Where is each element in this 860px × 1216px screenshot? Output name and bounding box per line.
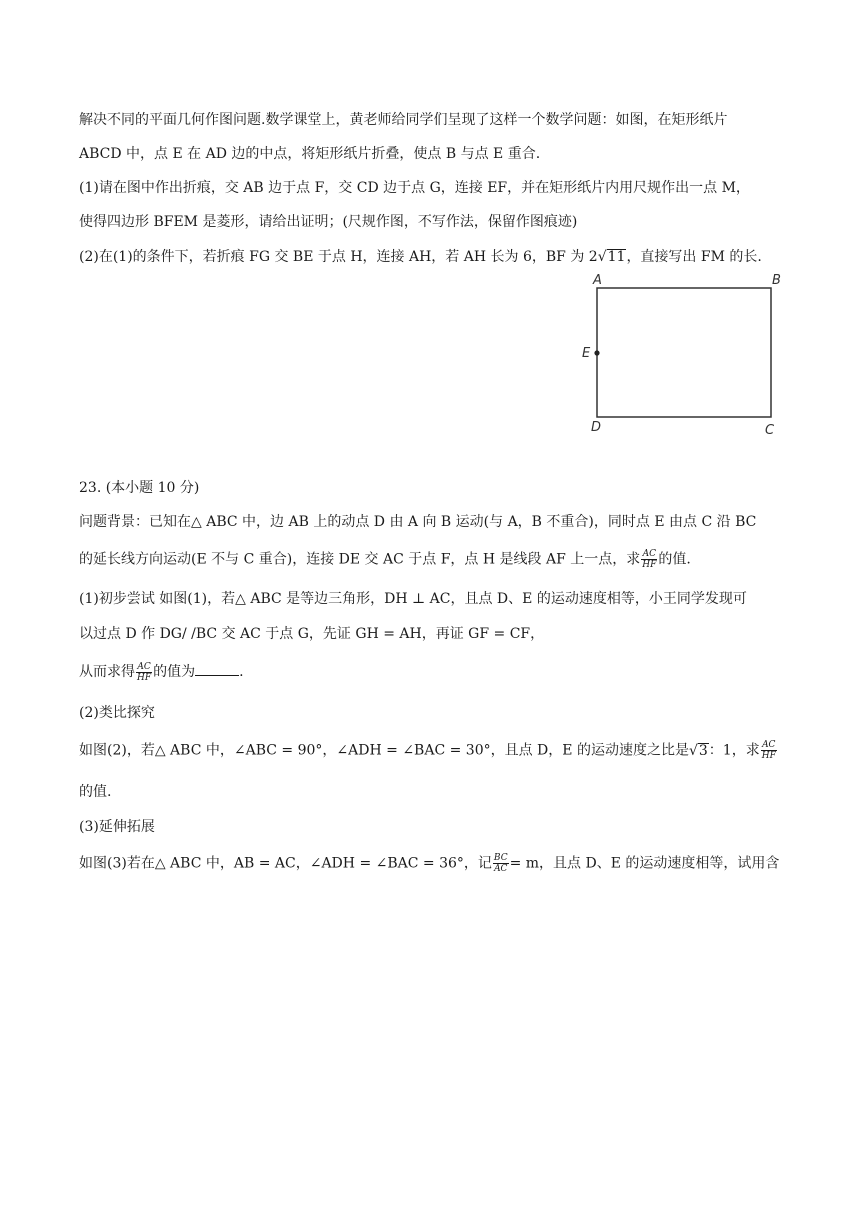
fraction-numerator: AC (642, 549, 657, 559)
label-e: E (582, 346, 591, 361)
rectangle-figure-svg (576, 268, 796, 438)
sqrt-symbol: √11 (597, 249, 626, 265)
q22-part1-line-1: (1)请在图中作出折痕，交 AB 边于点 F，交 CD 边于点 G，连接 EF，并在矩形纸片内用尺规作出一点 M， (79, 180, 750, 196)
label-c: C (765, 423, 775, 438)
q22-line-2: ABCD 中，点 E 在 AD 边的中点，将矩形纸片折叠，使点 B 与点 E 重合. (79, 146, 541, 162)
q23-background-line-2 (79, 549, 691, 570)
fraction-denominator: HF (761, 751, 776, 761)
fraction-denominator: AC (494, 864, 508, 874)
sqrt-symbol: √3 (688, 742, 708, 759)
label-d: D (591, 420, 602, 435)
q23-p1c-end: . (239, 664, 244, 680)
q22-part2-text-a: (2)在(1)的条件下，若折痕 FG 交 BE 于点 H，连接 AH，若 AH 长为 6，BF 为 2 (79, 249, 598, 265)
fraction-ac-hf (761, 740, 777, 761)
q23-part1-line-1: (1)初步尝试 如图(1)，若△ ABC 是等边三角形，DH ⊥ AC，且点 D、E 的运动速度相等，小王同学发现可 (79, 591, 747, 607)
point-e-dot (594, 350, 599, 355)
fraction-denominator: HF (137, 672, 152, 683)
q23-part3-title: (3)延伸拓展 (79, 819, 155, 835)
q23-part1-line-3 (79, 661, 244, 683)
q23-part2-line-2: 的值. (79, 784, 112, 800)
q23-p3-text-b: = m，且点 D、E 的运动速度相等，试用含 (509, 855, 780, 872)
q23-part2-title: (2)类比探究 (79, 705, 155, 721)
q23-part2-line-1 (79, 740, 778, 761)
q22-sqrt-value: 11 (607, 249, 626, 265)
label-b: B (772, 273, 781, 288)
q23-p3-text-a: 如图(3)若在△ ABC 中，AB = AC，∠ADH = ∠BAC = 36°，记 (79, 855, 492, 872)
q22-part2-line (79, 247, 762, 267)
rectangle-figure (576, 268, 796, 442)
q22-part2-text-b: ，直接写出 FM 的长. (626, 249, 762, 265)
q23-p1c-pre: 从而求得 (79, 664, 135, 680)
q22-line-1: 解决不同的平面几何作图问题.数学课堂上，黄老师给同学们呈现了这样一个数学问题：如图，在矩形纸片 (79, 112, 728, 128)
q23-part1-line-2: 以过点 D 作 DG/ /BC 交 AC 于点 G，先证 GH = AH，再证 GF = CF， (79, 626, 545, 642)
fraction-numerator: BC (493, 853, 508, 863)
fraction-numerator: AC (762, 740, 776, 750)
q23-header: 23. (本小题 10 分) (79, 480, 200, 496)
fraction-ac-hf (641, 549, 657, 570)
fraction-ac-hf (136, 662, 152, 683)
fraction-denominator: HF (642, 560, 657, 570)
q23-bg2-text-a: 的延长线方向运动(E 不与 C 重合)，连接 DE 交 AC 于点 F，点 H 是线段 AF 上一点，求 (79, 551, 641, 568)
label-a: A (593, 273, 602, 288)
answer-blank (195, 661, 239, 676)
rectangle-abcd (597, 288, 771, 417)
q23-p2-text-b: ：1，求 (708, 742, 760, 759)
q22-part1-line-2: 使得四边形 BFEM 是菱形，请给出证明；(尺规作图，不写作法，保留作图痕迹) (79, 214, 578, 230)
fraction-bc-ac (493, 853, 509, 874)
q23-sqrt-value: 3 (698, 742, 708, 759)
fraction-numerator: AC (137, 661, 151, 672)
q23-p1c-post: 的值为 (153, 664, 196, 680)
q23-part3-line-1 (79, 853, 779, 874)
q23-p2-text-a: 如图(2)，若△ ABC 中，∠ABC = 90°，∠ADH = ∠BAC = 30°，且点 D，E 的运动速度之比是 (79, 742, 689, 759)
q23-bg2-text-b: 的值. (658, 551, 691, 568)
q23-background-line-1: 问题背景：已知在△ ABC 中，边 AB 上的动点 D 由 A 向 B 运动(与 A，B 不重合)，同时点 E 由点 C 沿 BC (79, 514, 757, 530)
